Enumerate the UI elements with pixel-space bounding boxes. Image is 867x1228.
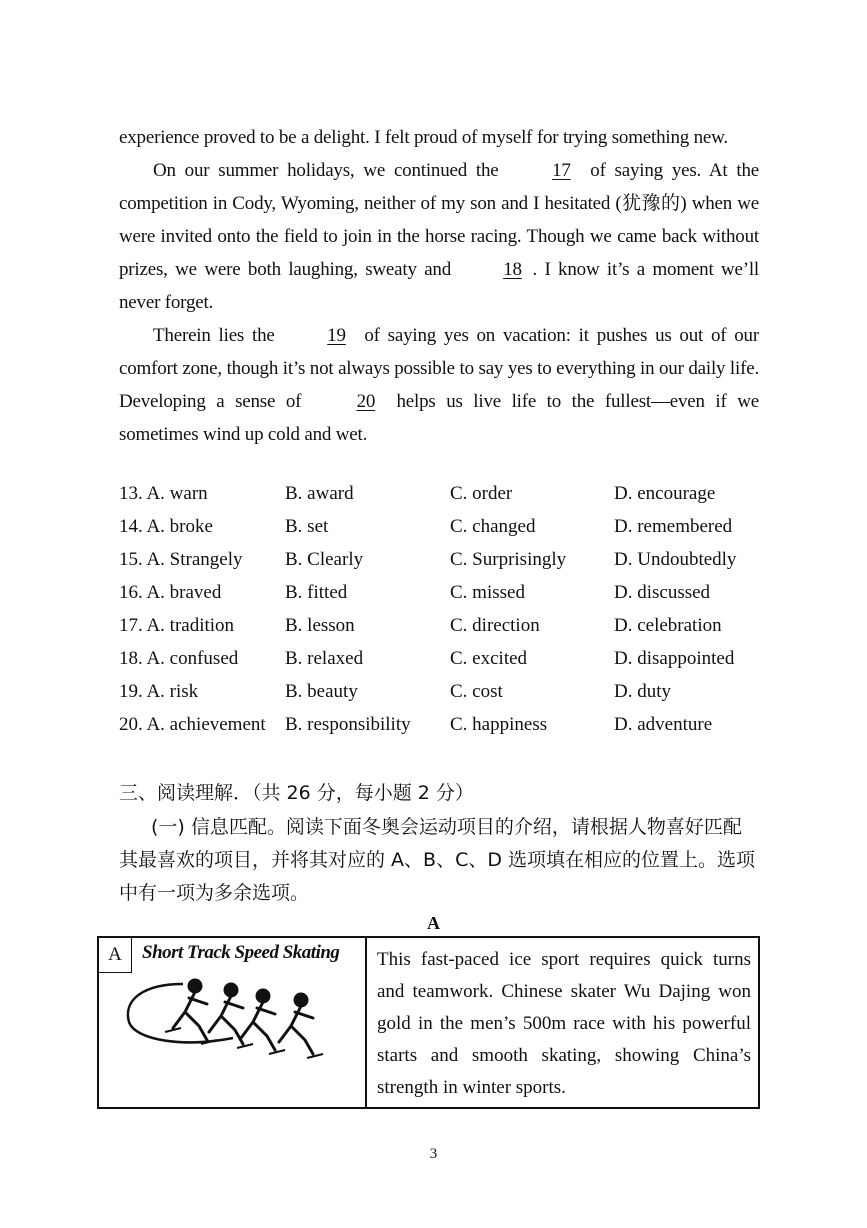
- card-description: This fast-paced ice sport requires quick turns and teamwork. Chinese skater Wu Dajing won gold in the men’s 500m race with his powerful starts and smooth skating, showing China’s strength in winter sports.: [377, 949, 751, 1098]
- option: 17. A. tradition: [119, 615, 235, 636]
- option: B. lesson: [285, 615, 355, 636]
- option: D. Undoubtedly: [614, 549, 737, 570]
- sport-card: [97, 936, 760, 1109]
- option: C. direction: [450, 615, 540, 636]
- option-row-20: [119, 714, 759, 747]
- card-group-heading: A: [427, 913, 440, 933]
- option: B. responsibility: [285, 714, 411, 735]
- option: D. encourage: [614, 483, 716, 504]
- sport-card-left: [99, 938, 367, 1107]
- option: D. duty: [614, 681, 671, 702]
- option: D. discussed: [614, 582, 711, 603]
- option: B. fitted: [285, 582, 348, 603]
- option: D. remembered: [614, 516, 733, 537]
- option: D. celebration: [614, 615, 722, 636]
- option: B. beauty: [285, 681, 358, 702]
- option: C. Surprisingly: [450, 549, 567, 570]
- option-row-13: [119, 483, 759, 516]
- option: C. missed: [450, 582, 525, 603]
- blank-19: 19: [327, 325, 346, 346]
- option: 20. A. achievement: [119, 714, 266, 735]
- option: 15. A. Strangely: [119, 549, 243, 570]
- option: C. happiness: [450, 714, 548, 735]
- option: 16. A. braved: [119, 582, 222, 603]
- card-label: A: [99, 938, 132, 973]
- speed-skaters-illustration-icon: [123, 978, 333, 1073]
- paragraph-2: Therein lies the 19 of saying yes on vacation: it pushes us out of our comfort zone, though it’s not always possible to say yes to everything in our daily life. Developing a sense of 20 helps us live life to the fullest—even if we sometimes wind up cold and wet.: [119, 319, 759, 451]
- option: C. excited: [450, 648, 528, 669]
- option-row-17: [119, 615, 759, 648]
- option: 18. A. confused: [119, 648, 239, 669]
- option: B. award: [285, 483, 354, 504]
- paragraph-0: experience proved to be a delight. I felt proud of myself for trying something new.: [119, 127, 728, 148]
- option: 14. A. broke: [119, 516, 213, 537]
- page-number: 3: [429, 1146, 438, 1162]
- option: C. changed: [450, 516, 536, 537]
- option: B. set: [285, 516, 329, 537]
- option-row-19: [119, 681, 759, 714]
- option-row-15: [119, 549, 759, 582]
- blank-20: 20: [356, 391, 376, 412]
- answer-options: [119, 483, 759, 747]
- paragraph-1: On our summer holidays, we continued the 17 of saying yes. At the competition in Cody, Wyoming, neither of my son and I hesitated (犹豫的) when we were invited onto the field to join in the horse racing. Though we came back without prizes, we were both laughing, sweaty and 18 . I know it’s a moment we’ll never forget.: [119, 154, 759, 319]
- blank-17: 17: [552, 160, 571, 181]
- option-row-14: [119, 516, 759, 549]
- option: 19. A. risk: [119, 681, 199, 702]
- option: C. order: [450, 483, 513, 504]
- section-title: 三、阅读理解．（共 26 分，每小题 2 分）: [119, 782, 474, 804]
- option: B. Clearly: [285, 549, 364, 570]
- blank-18: 18: [503, 259, 522, 280]
- section-instruction: (一) 信息匹配。阅读下面冬奥会运动项目的介绍，请根据人物喜好匹配其最喜欢的项目，并将其对应的 A、B、C、D 选项填在相应的位置上。选项中有一项为多余选项。: [119, 816, 756, 904]
- option: C. cost: [450, 681, 503, 702]
- passage-end: [119, 121, 759, 451]
- option-row-16: [119, 582, 759, 615]
- option-row-18: [119, 648, 759, 681]
- option: B. relaxed: [285, 648, 364, 669]
- option: D. adventure: [614, 714, 713, 735]
- card-title: Short Track Speed Skating: [142, 942, 340, 963]
- option: D. disappointed: [614, 648, 735, 669]
- option: 13. A. warn: [119, 483, 208, 504]
